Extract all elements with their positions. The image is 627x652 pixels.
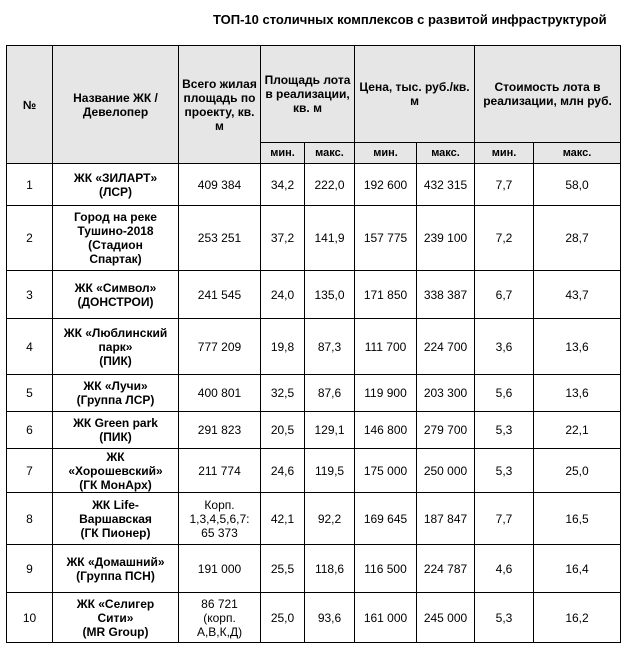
cell-cost-min: 6,7 — [475, 271, 534, 319]
cell-cost-max: 16,5 — [534, 493, 621, 545]
cell-price-max: 279 700 — [417, 412, 475, 449]
table-row — [7, 412, 621, 449]
table-row — [7, 271, 621, 319]
cell-num: 8 — [7, 493, 53, 545]
cell-area-max: 129,1 — [305, 412, 355, 449]
cell-name: ЖК «Селигер Сити» (MR Group) — [53, 593, 179, 643]
cell-name: Город на реке Тушино-2018 (Стадион Спартак) — [53, 206, 179, 271]
cell-name: ЖК «Символ» (ДОНСТРОИ) — [53, 271, 179, 319]
cell-area-max: 119,5 — [305, 449, 355, 493]
cell-area: 291 823 — [179, 412, 261, 449]
cell-price-min: 169 645 — [355, 493, 417, 545]
cell-area-max: 141,9 — [305, 206, 355, 271]
cell-cost-min: 5,3 — [475, 449, 534, 493]
cell-name: ЖК «Лучи» (Группа ЛСР) — [53, 375, 179, 412]
cell-cost-max: 25,0 — [534, 449, 621, 493]
cell-num: 9 — [7, 545, 53, 593]
cell-price-max: 250 000 — [417, 449, 475, 493]
cell-name: ЖК «Люблинский парк» (ПИК) — [53, 319, 179, 375]
cell-price-min: 192 600 — [355, 164, 417, 206]
cell-cost-max: 43,7 — [534, 271, 621, 319]
cell-cost-max: 58,0 — [534, 164, 621, 206]
cell-price-max: 187 847 — [417, 493, 475, 545]
header-lot-area: Площадь лота в реализации, кв. м — [261, 46, 355, 143]
subheader-max: макс. — [417, 143, 475, 164]
cell-area-max: 118,6 — [305, 545, 355, 593]
complexes-table — [6, 45, 621, 643]
page-title: ТОП-10 столичных комплексов с развитой инфраструктурой — [213, 12, 607, 27]
cell-area-min: 32,5 — [261, 375, 305, 412]
cell-price-max: 338 387 — [417, 271, 475, 319]
header-lot-cost: Стоимость лота в реализации, млн руб. — [475, 46, 621, 143]
header-name: Название ЖК / Девелопер — [53, 46, 179, 164]
cell-area-min: 34,2 — [261, 164, 305, 206]
cell-cost-max: 13,6 — [534, 375, 621, 412]
cell-cost-min: 7,7 — [475, 164, 534, 206]
cell-area-min: 24,6 — [261, 449, 305, 493]
cell-area: 400 801 — [179, 375, 261, 412]
cell-num: 7 — [7, 449, 53, 493]
cell-price-min: 157 775 — [355, 206, 417, 271]
cell-price-min: 161 000 — [355, 593, 417, 643]
cell-area: 409 384 — [179, 164, 261, 206]
table-row — [7, 593, 621, 643]
table-row — [7, 206, 621, 271]
cell-cost-min: 5,3 — [475, 412, 534, 449]
cell-area: 211 774 — [179, 449, 261, 493]
table-row — [7, 493, 621, 545]
table-row — [7, 319, 621, 375]
cell-price-min: 175 000 — [355, 449, 417, 493]
table-row — [7, 375, 621, 412]
cell-name: ЖК «Хорошевский» (ГК МонАрх) — [53, 449, 179, 493]
cell-name: ЖК «Домашний» (Группа ПСН) — [53, 545, 179, 593]
cell-price-max: 224 700 — [417, 319, 475, 375]
cell-cost-max: 13,6 — [534, 319, 621, 375]
cell-price-min: 146 800 — [355, 412, 417, 449]
cell-price-min: 111 700 — [355, 319, 417, 375]
cell-name: ЖК «ЗИЛАРТ» (ЛСР) — [53, 164, 179, 206]
cell-area-max: 87,6 — [305, 375, 355, 412]
table-row — [7, 545, 621, 593]
cell-price-min: 171 850 — [355, 271, 417, 319]
cell-area-min: 25,5 — [261, 545, 305, 593]
table-row — [7, 449, 621, 493]
cell-num: 10 — [7, 593, 53, 643]
cell-num: 6 — [7, 412, 53, 449]
cell-num: 5 — [7, 375, 53, 412]
cell-price-min: 116 500 — [355, 545, 417, 593]
cell-area-min: 37,2 — [261, 206, 305, 271]
cell-cost-min: 3,6 — [475, 319, 534, 375]
cell-cost-min: 7,2 — [475, 206, 534, 271]
cell-cost-max: 16,2 — [534, 593, 621, 643]
cell-area: 253 251 — [179, 206, 261, 271]
cell-price-max: 245 000 — [417, 593, 475, 643]
cell-area-min: 42,1 — [261, 493, 305, 545]
cell-num: 1 — [7, 164, 53, 206]
cell-cost-min: 5,3 — [475, 593, 534, 643]
cell-cost-min: 7,7 — [475, 493, 534, 545]
cell-price-max: 239 100 — [417, 206, 475, 271]
cell-price-min: 119 900 — [355, 375, 417, 412]
cell-area: 86 721 (корп. А,В,К,Д) — [179, 593, 261, 643]
cell-cost-max: 16,4 — [534, 545, 621, 593]
subheader-min: мин. — [355, 143, 417, 164]
cell-name: ЖК Life- Варшавская (ГК Пионер) — [53, 493, 179, 545]
header-row — [7, 46, 621, 143]
cell-area: 777 209 — [179, 319, 261, 375]
cell-num: 2 — [7, 206, 53, 271]
header-num: № — [7, 46, 53, 164]
cell-name: ЖК Green park (ПИК) — [53, 412, 179, 449]
table-row — [7, 164, 621, 206]
cell-area-max: 93,6 — [305, 593, 355, 643]
cell-num: 3 — [7, 271, 53, 319]
cell-area-min: 20,5 — [261, 412, 305, 449]
header-area-total: Всего жилая площадь по проекту, кв. м — [179, 46, 261, 164]
subheader-max: макс. — [534, 143, 621, 164]
cell-area-min: 24,0 — [261, 271, 305, 319]
cell-price-max: 224 787 — [417, 545, 475, 593]
header-price: Цена, тыс. руб./кв. м — [355, 46, 475, 143]
cell-area-max: 222,0 — [305, 164, 355, 206]
cell-price-max: 432 315 — [417, 164, 475, 206]
subheader-max: макс. — [305, 143, 355, 164]
cell-cost-max: 28,7 — [534, 206, 621, 271]
cell-cost-min: 4,6 — [475, 545, 534, 593]
cell-area: 241 545 — [179, 271, 261, 319]
cell-num: 4 — [7, 319, 53, 375]
cell-area: 191 000 — [179, 545, 261, 593]
cell-price-max: 203 300 — [417, 375, 475, 412]
cell-cost-max: 22,1 — [534, 412, 621, 449]
cell-area-max: 87,3 — [305, 319, 355, 375]
cell-area-max: 135,0 — [305, 271, 355, 319]
cell-cost-min: 5,6 — [475, 375, 534, 412]
cell-area: Корп. 1,3,4,5,6,7: 65 373 — [179, 493, 261, 545]
cell-area-min: 25,0 — [261, 593, 305, 643]
cell-area-max: 92,2 — [305, 493, 355, 545]
subheader-min: мин. — [261, 143, 305, 164]
subheader-min: мин. — [475, 143, 534, 164]
cell-area-min: 19,8 — [261, 319, 305, 375]
